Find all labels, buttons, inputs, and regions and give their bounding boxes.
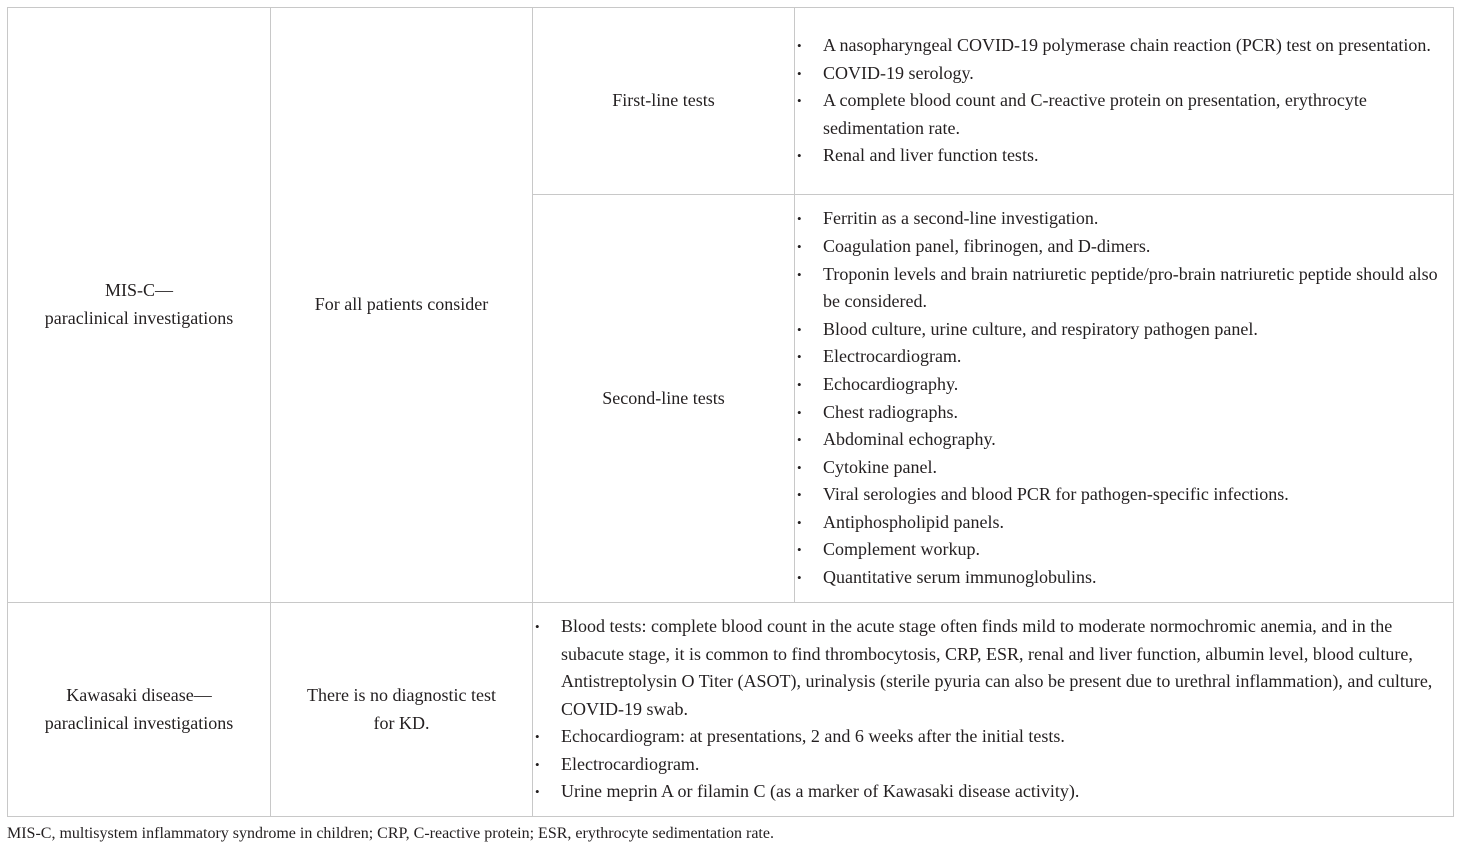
- list-item-text: Troponin levels and brain natriuretic peptide/pro-brain natriuretic peptide should also be considered.: [823, 263, 1438, 312]
- subcategory-line: For all patients consider: [314, 294, 489, 315]
- list-item: [533, 751, 1453, 779]
- table-row: [8, 603, 1454, 817]
- tier-label: First-line tests: [612, 90, 715, 111]
- bullet-icon: •: [797, 404, 802, 420]
- list-item-text: Cytokine panel.: [823, 456, 937, 477]
- tier-cell: [533, 195, 795, 603]
- list-item: [795, 32, 1453, 60]
- list-item: [795, 509, 1453, 537]
- list-item-text: Antiphospholipid panels.: [823, 511, 1004, 532]
- subcategory-cell: [271, 603, 533, 817]
- list-item: [795, 205, 1453, 233]
- bullet-icon: •: [797, 349, 802, 365]
- category-line: MIS-C—: [104, 280, 173, 301]
- investigations-table: [7, 7, 1454, 817]
- bullet-icon: •: [797, 238, 802, 254]
- list-item-text: COVID-19 serology.: [823, 62, 974, 83]
- list-item-text: Quantitative serum immunoglobulins.: [823, 567, 1097, 588]
- list-item: [795, 60, 1453, 88]
- tier-label: Second-line tests: [602, 387, 725, 408]
- bullet-cell: [533, 603, 1454, 817]
- bullet-icon: •: [797, 65, 802, 81]
- subcategory-line: for KD.: [373, 712, 430, 733]
- list-item-text: Echocardiogram: at presentations, 2 and 6 weeks after the initial tests.: [561, 726, 1065, 747]
- category-cell: [8, 603, 271, 817]
- list-item-text: Complement workup.: [823, 539, 980, 560]
- list-item-text: A complete blood count and C-reactive protein on presentation, erythrocyte sedimentation rate.: [823, 90, 1367, 138]
- list-item: [795, 316, 1453, 344]
- list-item: [795, 399, 1453, 427]
- list-item-text: Chest radiographs.: [823, 401, 958, 422]
- bullet-icon: •: [797, 211, 802, 227]
- list-item: [795, 481, 1453, 509]
- list-item-text: Coagulation panel, fibrinogen, and D-dimers.: [823, 235, 1151, 256]
- list-item-text: Blood culture, urine culture, and respiratory pathogen panel.: [823, 318, 1258, 339]
- list-item: [795, 426, 1453, 454]
- bullet-icon: •: [797, 570, 802, 586]
- list-item: [795, 564, 1453, 592]
- list-item: [533, 723, 1453, 751]
- category-line: paraclinical investigations: [44, 712, 234, 733]
- table-row: [8, 8, 1454, 195]
- bullet-icon: •: [797, 432, 802, 448]
- list-item-text: Electrocardiogram.: [823, 346, 962, 367]
- tier-cell: [533, 8, 795, 195]
- list-item-text: Viral serologies and blood PCR for pathogen-specific infections.: [823, 484, 1289, 505]
- bullet-icon: •: [797, 376, 802, 392]
- list-item-text: Ferritin as a second-line investigation.: [823, 208, 1099, 229]
- bullet-icon: •: [535, 756, 540, 772]
- list-item: [795, 233, 1453, 261]
- bullet-icon: •: [797, 148, 802, 164]
- bullet-icon: •: [797, 93, 802, 109]
- category-line: Kawasaki disease—: [66, 684, 212, 705]
- list-item-text: Abdominal echography.: [823, 429, 996, 450]
- list-item: [795, 371, 1453, 399]
- list-item: [795, 536, 1453, 564]
- list-item: [795, 87, 1453, 142]
- bullet-icon: •: [797, 321, 802, 337]
- category-line: paraclinical investigations: [44, 308, 234, 328]
- bullet-icon: •: [535, 729, 540, 745]
- list-item: [795, 142, 1453, 170]
- bullet-icon: •: [797, 266, 802, 282]
- bullet-icon: •: [535, 784, 540, 800]
- list-item-text: Urine meprin A or filamin C (as a marker of Kawasaki disease activity).: [561, 781, 1080, 802]
- list-item-text: A nasopharyngeal COVID-19 polymerase chain reaction (PCR) test on presentation.: [823, 35, 1431, 56]
- list-item: [795, 343, 1453, 371]
- bullet-icon: •: [797, 514, 802, 530]
- bullet-icon: •: [797, 487, 802, 503]
- list-item-text: Electrocardiogram.: [561, 753, 700, 774]
- list-item: [533, 778, 1453, 806]
- list-item-text: Renal and liver function tests.: [823, 145, 1039, 166]
- bullet-cell: [795, 195, 1454, 603]
- bullet-list: [795, 205, 1453, 591]
- list-item: [795, 454, 1453, 482]
- list-item: [795, 261, 1453, 316]
- subcategory-line: There is no diagnostic test: [307, 684, 496, 705]
- category-cell: [8, 8, 271, 603]
- bullet-icon: •: [535, 618, 540, 634]
- list-item-text: Echocardiography.: [823, 373, 959, 394]
- bullet-icon: •: [797, 38, 802, 54]
- table-footnote: MIS-C, multisystem inflammatory syndrome in children; CRP, C-reactive protein; ESR, erythrocyte sedimentation rate.: [7, 825, 774, 842]
- list-item: [533, 613, 1453, 723]
- subcategory-cell: [271, 8, 533, 603]
- bullet-icon: •: [797, 542, 802, 558]
- bullet-cell: [795, 8, 1454, 195]
- bullet-list: [795, 32, 1453, 170]
- list-item-text: Blood tests: complete blood count in the acute stage often finds mild to moderate normochromic anemia, and in the subacute stage, it is common to find thrombocytosis, CRP, ESR, renal and liver function, albumin level, blood culture, Antistreptolysin O Titer (ASOT), urinalysis (sterile pyuria can also be present due to urethral inflammation), and culture, COVID-19 swab.: [561, 615, 1433, 719]
- bullet-icon: •: [797, 459, 802, 475]
- bullet-list: [533, 613, 1453, 806]
